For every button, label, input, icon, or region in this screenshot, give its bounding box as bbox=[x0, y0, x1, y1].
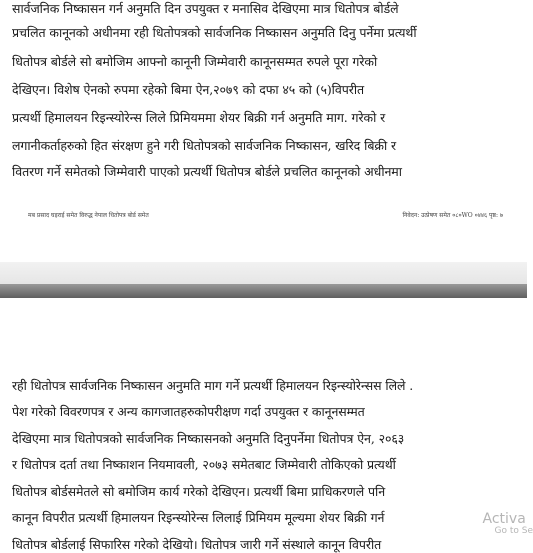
text-line: देखिएन। विशेष ऐनको रुपमा रहेको बिमा ऐन,२०७९ को दफा ४५ को (५)विपरीत bbox=[12, 82, 364, 97]
text-line: प्रचलित कानूनको अधीनमा रही धितोपत्रको सार्वजनिक निष्कासन अनुमति दिनु पर्नेमा प्रत्यर्थी bbox=[12, 25, 417, 40]
text-line: पेश गरेको विवरणपत्र र अन्य कागजातहरुकोपरीक्षण गर्दा उपयुक्त र कानूनसम्मत bbox=[12, 404, 365, 419]
activation-watermark bbox=[483, 512, 533, 537]
watermark-title: Activa bbox=[482, 511, 526, 527]
text-line: धितोपत्र बोर्डलाई सिफारिस गरेको देखियो। धितोपत्र जारी गर्ने संस्थाले कानून विपरीत bbox=[12, 537, 382, 552]
text-line: लगानीकर्ताहरुको हित संरक्षण हुने गरी धितोपत्रको सार्वजनिक निष्कासन, खरिद बिक्री र bbox=[12, 138, 396, 153]
document-page-lower bbox=[0, 298, 527, 553]
text-line: सार्वजनिक निष्कासन गर्न अनुमति दिन उपयुक्त र मनासिव देखिएमा मात्र धितोपत्र बोर्डले bbox=[12, 1, 399, 16]
footer-case-number: निवेदन: उत्प्रेषण समेत ०८०WO ०४४६ पृष्ठ: ७ bbox=[402, 212, 503, 219]
text-line: देखिएमा मात्र धितोपत्रको सार्वजनिक निष्कासनको अनुमति दिनुपर्नेमा धितोपत्र ऐन, २०६३ bbox=[12, 431, 405, 446]
footer-case-title: मब प्रसाद घइराई समेत विरुद्ध नेपाल धितोपत्र बोर्ड समेत bbox=[28, 212, 149, 219]
text-line: वितरण गर्ने समेतको जिम्मेवारी पाएको प्रत्यर्थी धितोपत्र बोर्डले प्रचलित कानूनको अधीनमा bbox=[12, 164, 402, 179]
text-line: धितोपत्र बोर्डसमेतले सो बमोजिम कार्य गरेको देखिएन। प्रत्यर्थी बिमा प्राधिकरणले पनि bbox=[12, 484, 386, 499]
text-line: कानून विपरीत प्रत्यर्थी हिमालयन रिइन्स्योरेन्स लिलाई प्रिमियम मूल्यमा शेयर बिक्री गर्न bbox=[12, 510, 385, 525]
watermark-subtitle: Go to Se bbox=[494, 526, 533, 536]
text-line: रही धितोपत्र सार्वजनिक निष्कासन अनुमति माग गर्ने प्रत्यर्थी हिमालयन रिइन्स्योरेन्सस लिले . bbox=[12, 378, 414, 393]
text-line: धितोपत्र बोर्डले सो बमोजिम आफ्नो कानूनी जिम्मेवारी कानूनसम्मत रुपले पूरा गरेको bbox=[12, 54, 378, 69]
document-page-upper bbox=[0, 0, 527, 262]
page-separator-shadow bbox=[0, 284, 527, 298]
text-line: प्रत्यर्थी हिमालयन रिइन्स्योरेन्स लिले प्रिमियममा शेयर बिक्री गर्न अनुमति माग. गरेको र bbox=[12, 110, 386, 125]
page-footer bbox=[28, 210, 503, 222]
text-line: र धितोपत्र दर्ता तथा निष्काशन नियमावली, २०७३ समेतबाट जिम्मेवारी तोकिएको प्रत्यर्थी bbox=[12, 457, 396, 472]
